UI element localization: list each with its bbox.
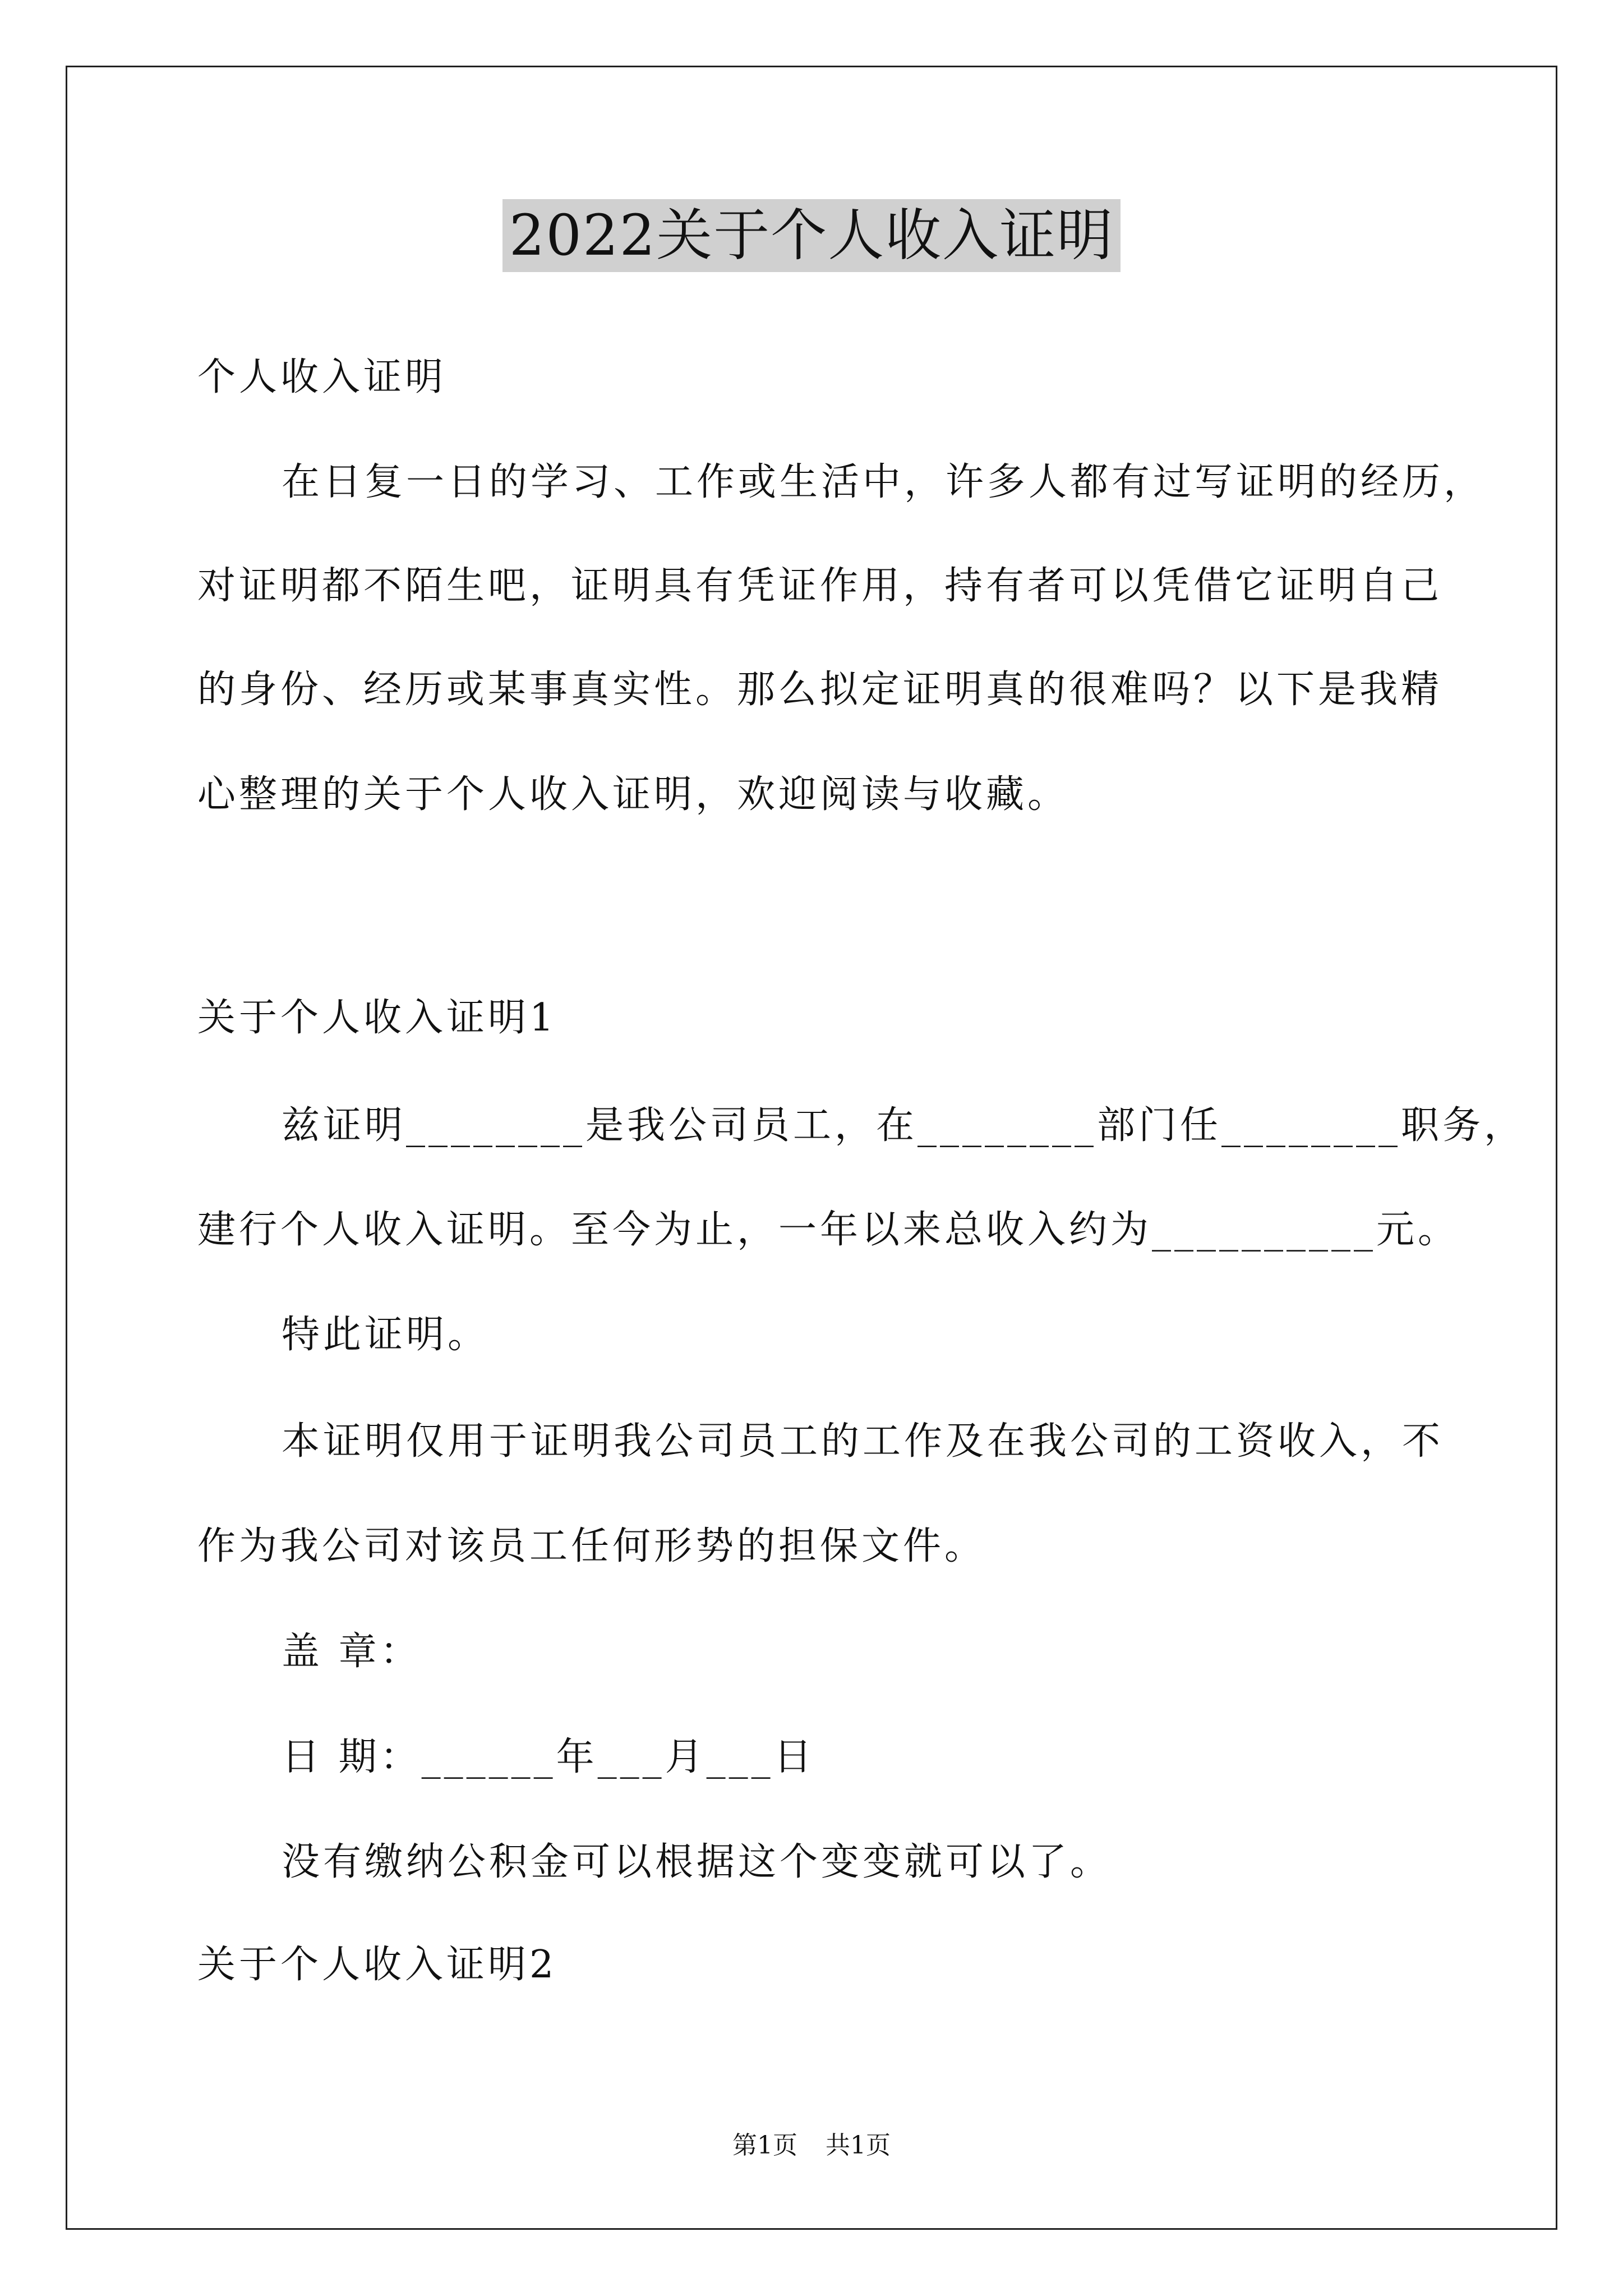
page-total: 共1页 <box>826 2131 891 2160</box>
section-heading: 关于个人收入证明1 <box>197 996 557 1040</box>
intro-line: 在日复一日的学习、工作或生活中，许多人都有过写证明的经历， <box>282 460 1486 504</box>
section-heading: 关于个人收入证明2 <box>197 1943 557 1987</box>
title-container <box>0 199 1623 272</box>
intro-line: 的身份、经历或某事真实性。那么拟定证明真的很难吗？以下是我精 <box>197 668 1443 712</box>
body-line: 建行个人收入证明。至今为止，一年以来总收入约为__________元。 <box>197 1208 1460 1252</box>
intro-line: 对证明都不陌生吧，证明具有凭证作用，持有者可以凭借它证明自己 <box>197 564 1443 608</box>
body-line: 作为我公司对该员工任何形势的担保文件。 <box>197 1524 986 1568</box>
page-footer <box>0 2125 1623 2161</box>
body-line: 特此证明。 <box>282 1313 490 1357</box>
seal-line: 盖 章： <box>282 1630 422 1674</box>
date-line: 日 期：______年___月___日 <box>282 1735 815 1779</box>
body-line: 本证明仅用于证明我公司员工的工作及在我公司的工资收入，不 <box>282 1419 1444 1464</box>
document-title: 2022关于个人收入证明 <box>502 199 1121 272</box>
page-number: 第1页 <box>732 2131 797 2160</box>
intro-line: 心整理的关于个人收入证明，欢迎阅读与收藏。 <box>197 772 1069 817</box>
body-line: 兹证明________是我公司员工，在________部门任________职务， <box>282 1103 1526 1148</box>
subtitle: 个人收入证明 <box>197 355 447 399</box>
body-line: 没有缴纳公积金可以根据这个变变就可以了。 <box>282 1840 1112 1884</box>
